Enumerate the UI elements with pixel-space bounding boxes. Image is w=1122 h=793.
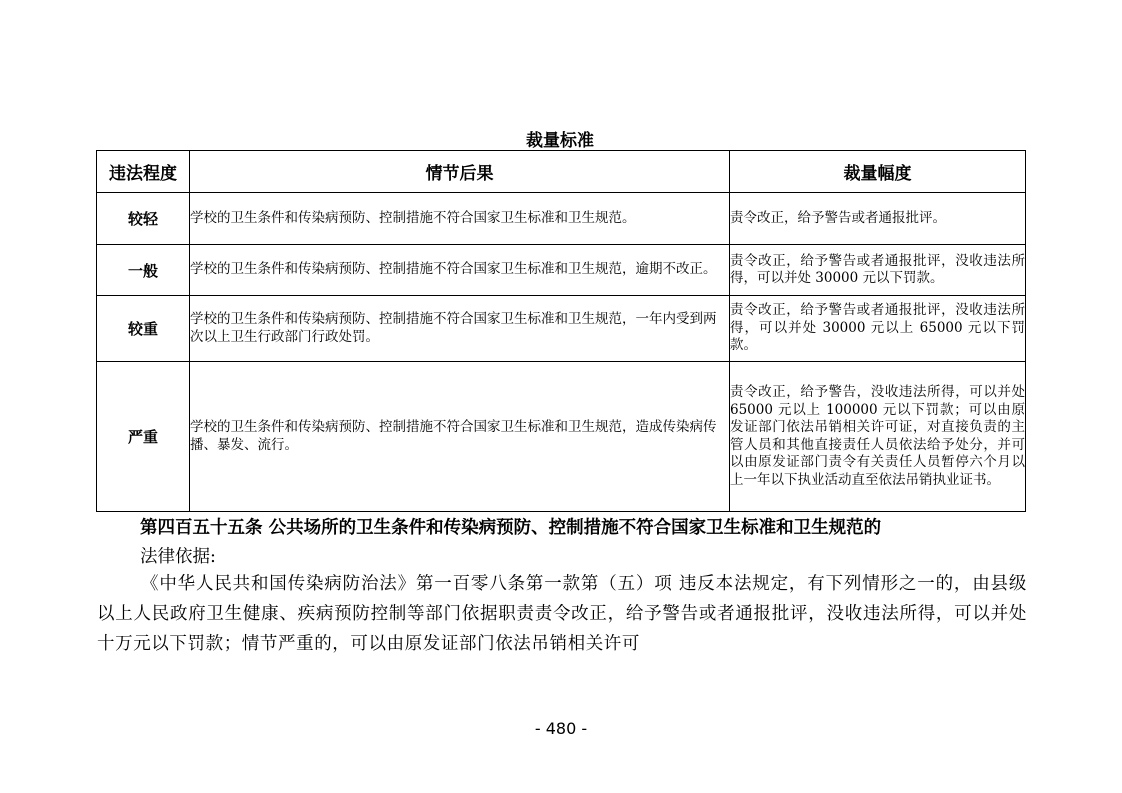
row-circumstances: 学校的卫生条件和传染病预防、控制措施不符合国家卫生标准和卫生规范。 [190,193,730,245]
row-level: 一般 [97,245,190,296]
table-row [97,362,1026,512]
row-circumstances: 学校的卫生条件和传染病预防、控制措施不符合国家卫生标准和卫生规范，逾期不改正。 [190,245,730,296]
header-circumstances: 情节后果 [190,151,730,193]
table-header-row [97,151,1026,193]
row-penalty: 责令改正，给予警告或者通报批评。 [730,193,1026,245]
table-row [97,245,1026,296]
legal-basis-text: 《中华人民共和国传染病防治法》第一百零八条第一款第（五）项 违反本法规定，有下列情形之一的，由县级以上人民政府卫生健康、疾病预防控制等部门依据职责责令改正，给予警告或者通报批评，没收违法所得，可以并处十万元以下罚款；情节严重的，可以由原发证部门依法吊销相关许可 [97,574,1027,654]
discretion-standard-table [96,150,1026,512]
article-heading: 第四百五十五条 公共场所的卫生条件和传染病预防、控制措施不符合国家卫生标准和卫生规范的 [140,518,882,538]
row-penalty: 责令改正，给予警告或者通报批评，没收违法所得，可以并处 30000 元以下罚款。 [730,245,1026,296]
row-level: 较轻 [97,193,190,245]
row-level: 严重 [97,362,190,512]
row-penalty: 责令改正，给予警告或者通报批评，没收违法所得，可以并处 30000 元以上 65000 元以下罚款。 [730,296,1026,362]
row-level: 较重 [97,296,190,362]
table-row [97,193,1026,245]
table-row [97,296,1026,362]
row-circumstances: 学校的卫生条件和传染病预防、控制措施不符合国家卫生标准和卫生规范，一年内受到两次以上卫生行政部门行政处罚。 [190,296,730,362]
page-number: - 480 - [534,719,588,738]
row-penalty: 责令改正，给予警告，没收违法所得，可以并处65000 元以上 100000 元以下罚款；可以由原发证部门依法吊销相关许可证，对直接负责的主管人员和其他直接责任人员依法给予处分，并可以由原发证部门责令有关责任人员暂停六个月以上一年以下执业活动直至依法吊销执业证书。 [730,362,1026,512]
row-circumstances: 学校的卫生条件和传染病预防、控制措施不符合国家卫生标准和卫生规范，造成传染病传播、暴发、流行。 [190,362,730,512]
header-level: 违法程度 [97,151,190,193]
table-title: 裁量标准 [526,131,594,151]
legal-basis-label: 法律依据: [140,547,216,567]
header-penalty: 裁量幅度 [730,151,1026,193]
